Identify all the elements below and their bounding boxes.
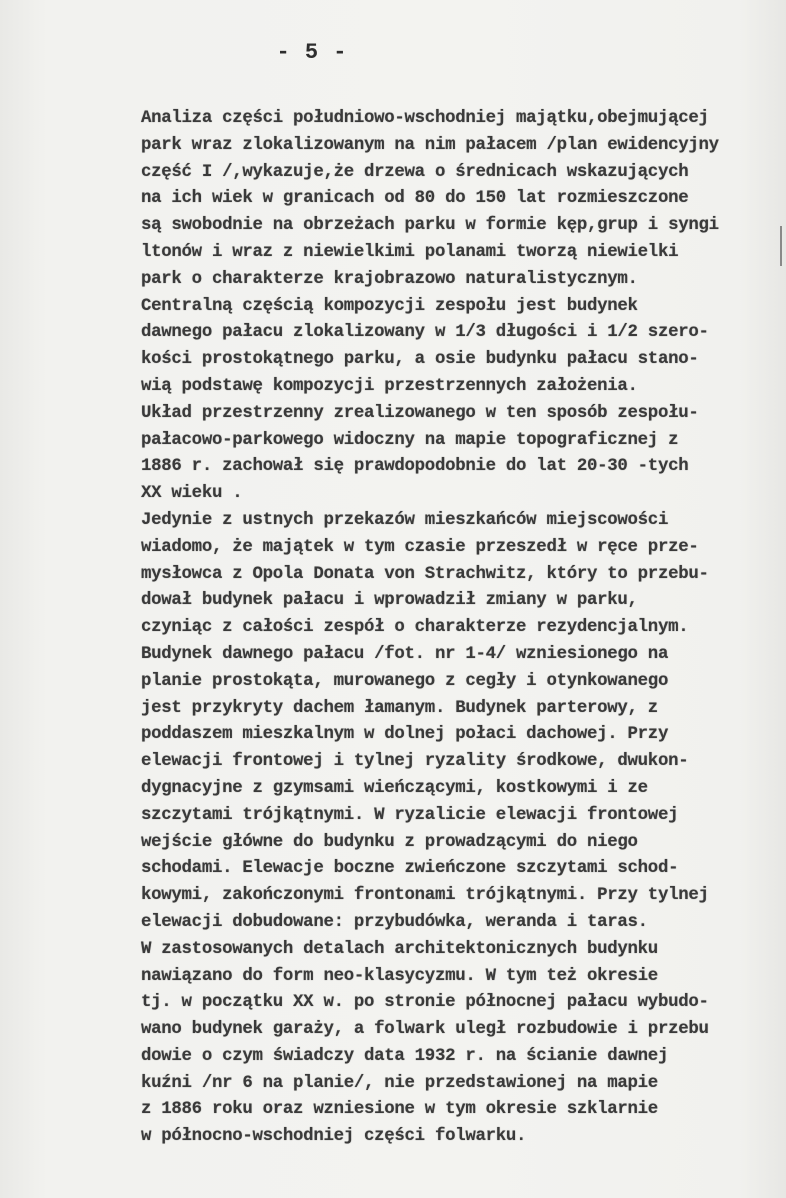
text-line: dygnacyjne z gzymsami wieńczącymi, kostkowymi i ze <box>141 778 648 798</box>
text-line: elewacji frontowej i tylnej ryzality środkowe, dwukon- <box>141 752 689 772</box>
edge-mark <box>780 226 782 266</box>
text-line: 1886 r. zachował się prawdopodobnie do lat 20-30 -tych <box>141 457 689 477</box>
text-line: dował budynek pałacu i wprowadził zmiany w parku, <box>141 591 638 611</box>
text-line: wano budynek garaży, a folwark uległ rozbudowie i przebu <box>141 1020 709 1040</box>
text-line: jest przykryty dachem łamanym. Budynek parterowy, z <box>141 698 658 718</box>
page-number: - 5 - <box>276 40 348 65</box>
text-line: planie prostokąta, murowanego z cegły i otynkowanego <box>141 671 669 691</box>
text-line: czyniąc z całości zespół o charakterze rezydencjalnym. <box>141 618 689 638</box>
text-line: kowymi, zakończonymi frontonami trójkątnymi. Przy tylnej <box>141 886 709 906</box>
text-line: XX wieku . <box>141 484 243 504</box>
text-line: park o charakterze krajobrazowo naturalistycznym. <box>141 269 638 289</box>
text-line: park wraz zlokalizowanym na nim pałacem /plan ewidencyjny <box>141 135 719 155</box>
text-line: Układ przestrzenny zrealizowanego w ten sposób zespołu- <box>141 403 699 423</box>
text-line: schodami. Elewacje boczne zwieńczone szczytami schod- <box>141 859 679 879</box>
text-line: kości prostokątnego parku, a osie budynku pałacu stano- <box>141 350 699 370</box>
text-line: Budynek dawnego pałacu /fot. nr 1-4/ wzniesionego na <box>141 644 669 664</box>
text-line: elewacji dobudowane: przybudówka, weranda i taras. <box>141 912 648 932</box>
text-line: są swobodnie na obrzeżach parku w formie kęp,grup i syngi <box>141 216 719 236</box>
text-line: z 1886 roku oraz wzniesione w tym okresie szklarnie <box>141 1100 658 1120</box>
text-line: mysłowca z Opola Donata von Strachwitz, który to przebu- <box>141 564 709 584</box>
text-line: dowie o czym świadczy data 1932 r. na ścianie dawnej <box>141 1046 669 1066</box>
body-text <box>141 106 781 1151</box>
text-line: tj. w początku XX w. po stronie północnej pałacu wybudo- <box>141 993 709 1013</box>
text-line: wią podstawę kompozycji przestrzennych założenia. <box>141 376 638 396</box>
text-line: szczytami trójkątnymi. W ryzalicie elewacji frontowej <box>141 805 679 825</box>
text-line: na ich wiek w granicach od 80 do 150 lat rozmieszczone <box>141 189 689 209</box>
text-line: w północno-wschodniej części folwarku. <box>141 1127 527 1147</box>
text-line: nawiązano do form neo-klasycyzmu. W tym też okresie <box>141 966 658 986</box>
text-line: ltonów i wraz z niewielkimi polanami tworzą niewielki <box>141 242 679 262</box>
text-line: poddaszem mieszkalnym w dolnej połaci dachowej. Przy <box>141 725 669 745</box>
text-line: część I /,wykazuje,że drzewa o średnicach wskazujących <box>141 162 689 182</box>
text-line: pałacowo-parkowego widoczny na mapie topograficznej z <box>141 430 679 450</box>
text-line: Jedynie z ustnych przekazów mieszkańców miejscowości <box>141 510 669 530</box>
text-line: kuźni /nr 6 na planie/, nie przedstawionej na mapie <box>141 1073 658 1093</box>
text-line: Centralną częścią kompozycji zespołu jest budynek <box>141 296 638 316</box>
text-line: Analiza części południowo-wschodniej majątku,obejmującej <box>141 109 709 128</box>
text-line: dawnego pałacu zlokalizowany w 1/3 długości i 1/2 szero- <box>141 323 709 343</box>
text-line: wiadomo, że majątek w tym czasie przeszedł w ręce prze- <box>141 537 699 557</box>
text-line: W zastosowanych detalach architektonicznych budynku <box>141 939 658 959</box>
text-line: wejście główne do budynku z prowadzącymi do niego <box>141 832 638 852</box>
